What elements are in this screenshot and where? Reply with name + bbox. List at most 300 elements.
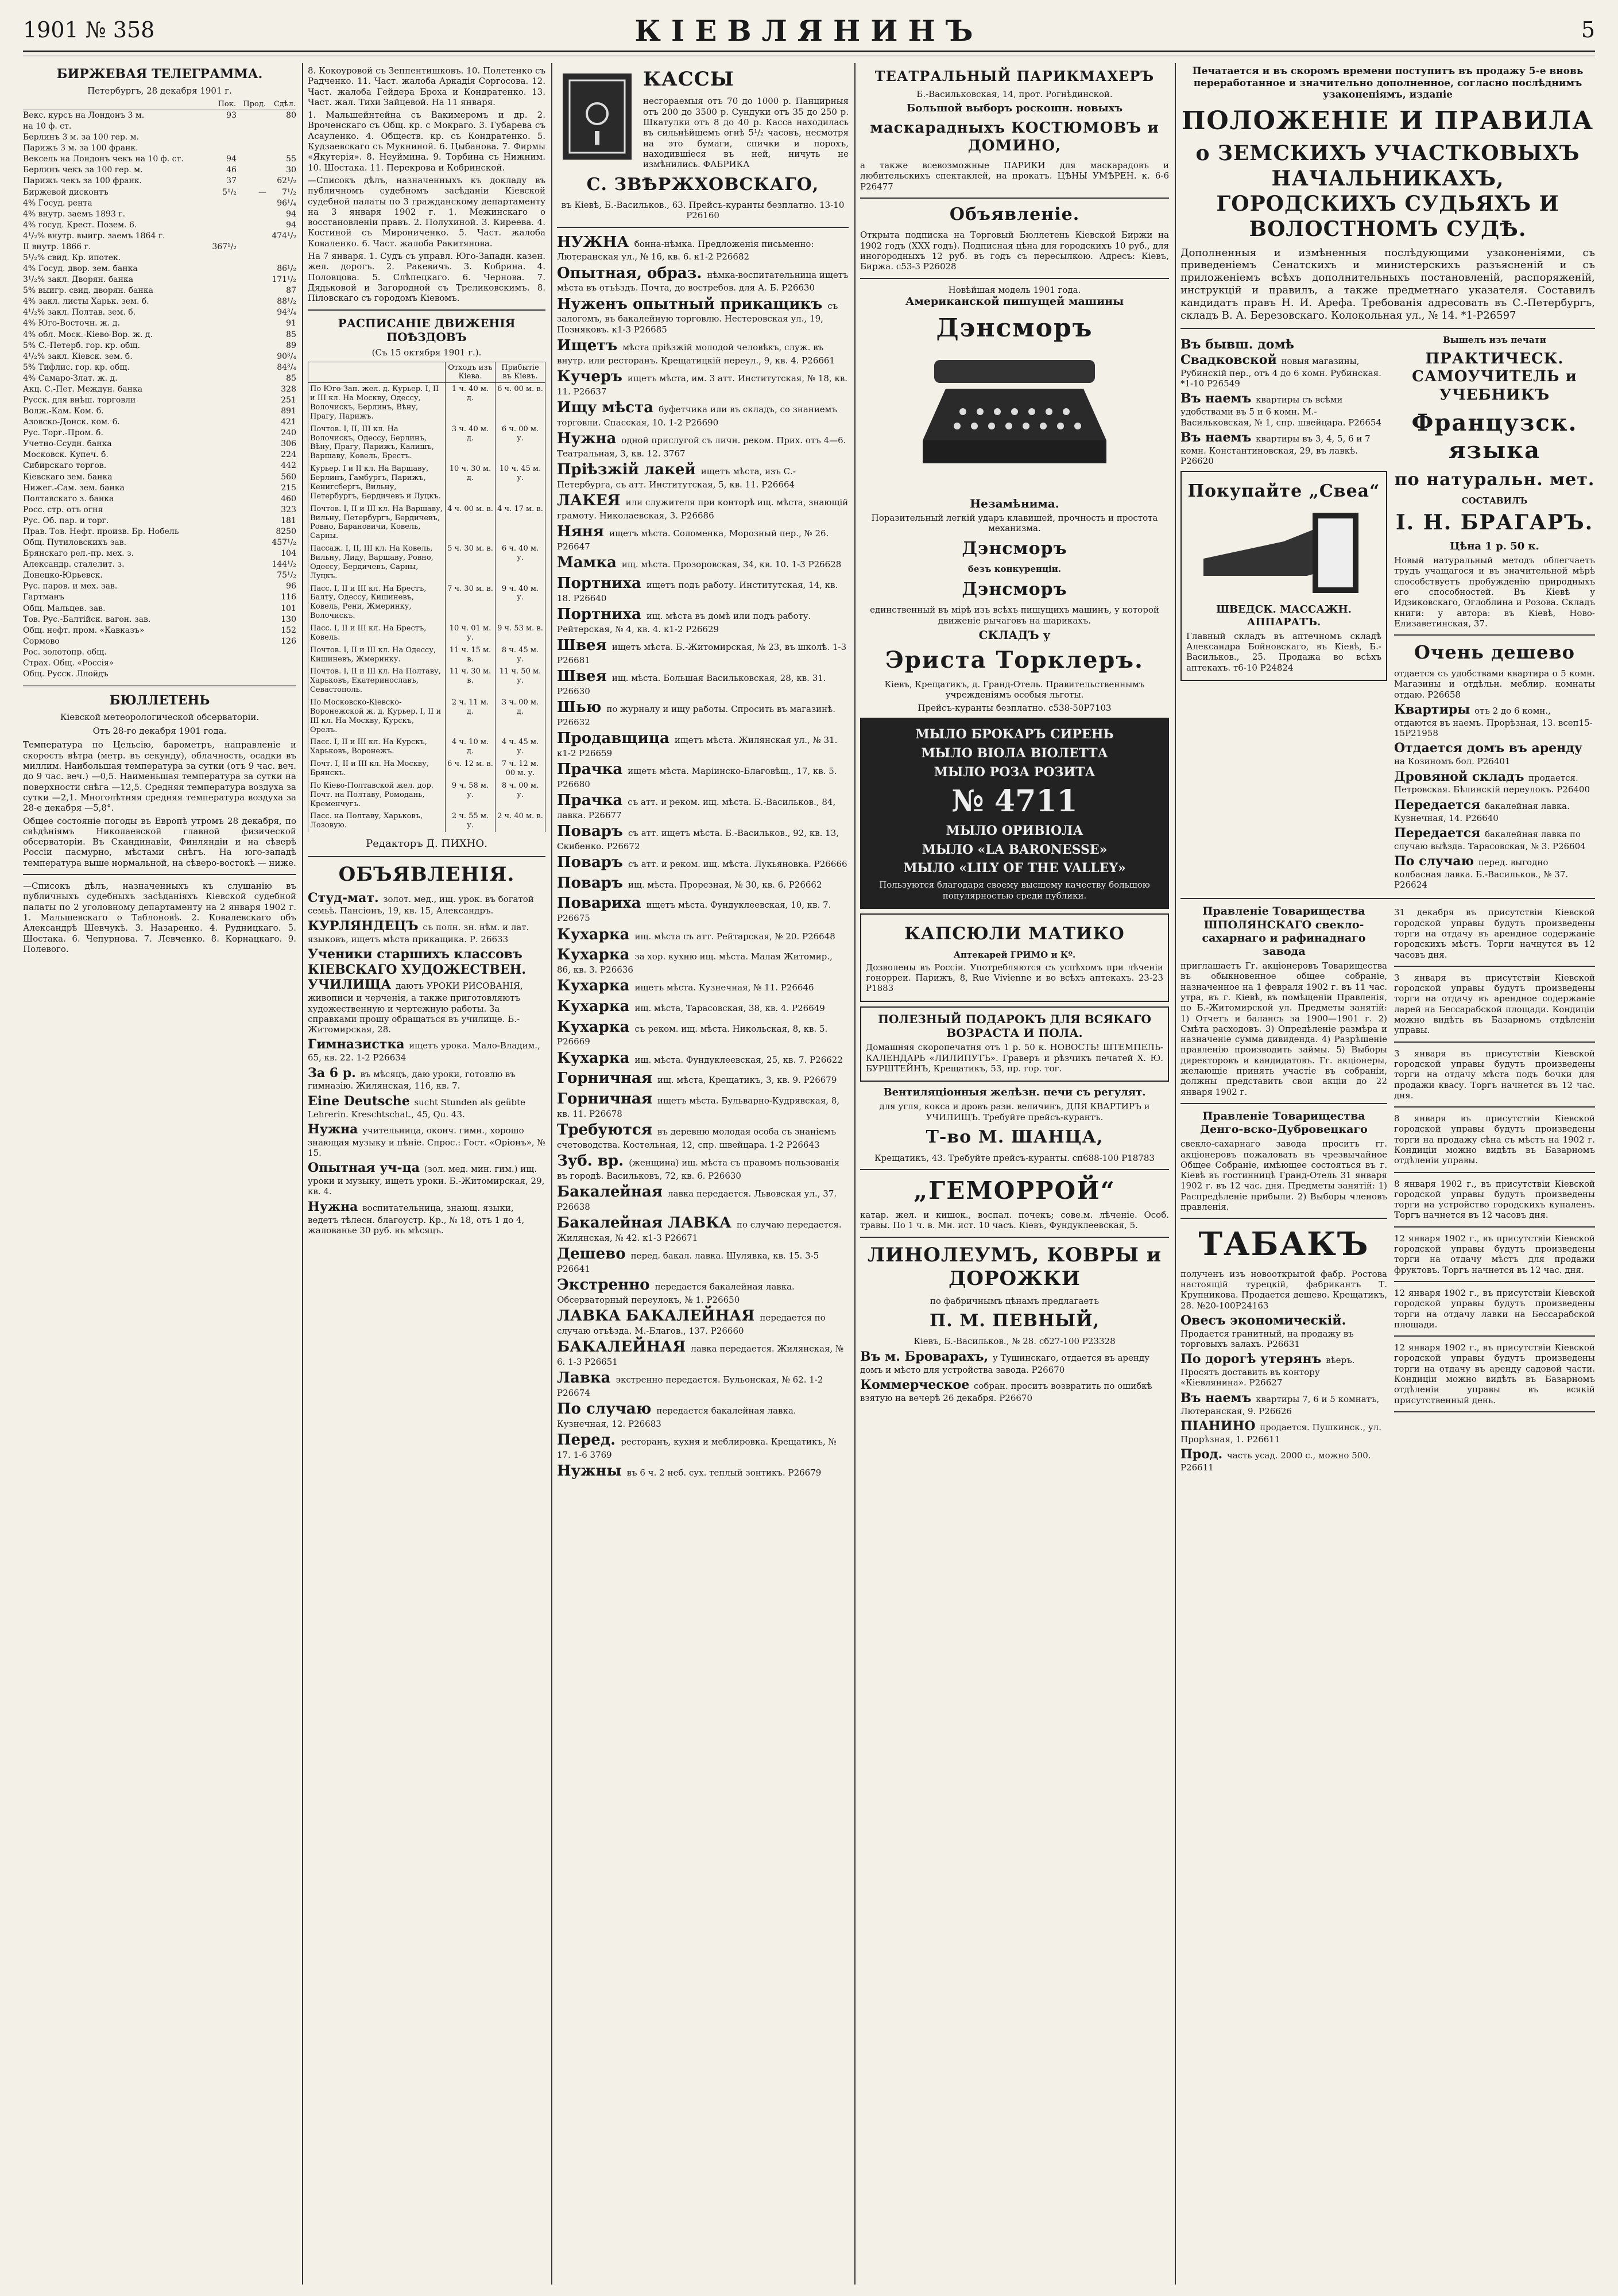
rate-value	[237, 330, 266, 340]
rate-value	[207, 428, 237, 439]
rate-value: 88¹/₂	[277, 297, 296, 307]
depot-title: СКЛАДЪ у	[978, 628, 1051, 642]
rate-value	[237, 559, 266, 570]
classified-ad	[1180, 1447, 1387, 1473]
rate-value	[207, 505, 237, 516]
rate-label: 5% Тифлис. гор. кр. общ.	[23, 362, 130, 372]
rate-value: 101	[281, 603, 296, 613]
divider	[557, 227, 849, 228]
rate-value: 251	[281, 396, 296, 405]
ad-heading: Прод.	[1180, 1446, 1227, 1462]
rate-label: Рос. золотопр. общ.	[23, 647, 107, 657]
ad-heading: Поваръ	[557, 874, 628, 892]
rate-value: 94	[226, 154, 237, 164]
classified-ad	[557, 1070, 849, 1088]
rate-value	[207, 669, 237, 680]
book-text: Дополненныя и измѣненныя послѣдующими узаконенiями, съ приведенiемъ Сенатскихъ и министерскихъ разъясненiй и съ приложенiемъ всѣхъ дополнительныхъ постановленiй, распоряженiй, инструкцiй и правилъ, а также предметнаго указателя. Составилъ кандидатъ правъ Н. И. Арефа. Требованiя адресовать въ С.-Петербургъ, складъ В. А. Березовскаго. Колокольная ул., № 14. *1-Р26597	[1180, 246, 1595, 322]
rate-value	[237, 406, 266, 417]
table-row	[308, 696, 545, 736]
rate-label: Тов. Рус.-Балтiйск. вагон. зав.	[23, 614, 151, 624]
classified-ad	[308, 890, 545, 916]
capsules-text: Дозволены въ Россiи. Употребляются съ успѣхомъ при лѣченiи гонорреи. Парижъ, 8, Rue Vivienne и во всѣхъ аптекахъ. 23-23 Р1883	[866, 962, 1163, 994]
rate-value	[207, 406, 237, 417]
rate-value: 240	[281, 428, 296, 438]
classified-ad	[308, 947, 545, 1035]
classified-ad	[557, 1019, 849, 1047]
classified-ad	[557, 1183, 849, 1212]
cheap-text: отдается съ удобствами квартира о 5 комн. Магазины и отдѣльн. меблир. комнаты отдаю. Р26658	[1394, 668, 1595, 700]
ad-body: золот. мед., ищ. урок. въ богатой семьѣ. Пансiонъ, 19, кв. 15, Александръ.	[308, 893, 534, 916]
rate-value: 891	[281, 406, 296, 416]
ad-heading: ЛАКЕЯ	[557, 492, 626, 510]
auction-notice: 3 января въ присутствiи Кiевской городской управы будутъ произведены торги на отдачу въ арендное содержанiе ларей на Бессарабской площади. Кондицiи можно видѣть въ Базарномъ отдѣленiи управы.	[1394, 972, 1595, 1036]
schedule-header	[308, 362, 446, 383]
classified-ad	[1394, 769, 1595, 795]
divider	[1394, 1041, 1595, 1043]
rate-value	[237, 231, 266, 242]
rate-value	[207, 417, 237, 428]
rate-value	[237, 307, 266, 318]
auction-notice: 3 января въ присутствiи Кiевской городской управы будутъ произведены торги на отдачу мѣста подъ бочки для продажи квасу. Торгъ начнется въ 12 час. дня.	[1394, 1048, 1595, 1101]
ad-body: ищетъ мѣста. Кузнечная, № 11. Р26646	[634, 982, 814, 993]
soap-ad	[860, 718, 1169, 909]
rate-value	[207, 296, 237, 307]
rate-value	[207, 483, 237, 494]
divider	[308, 856, 545, 857]
auction-notice: 31 декабря въ присутствiи Кiевской городской управы будутъ произведены торги на отдачу въ арендное содержанiе городскихъ мѣстъ. Торги начнутся въ 12 часовъ дня.	[1394, 907, 1595, 960]
divider	[1394, 966, 1595, 967]
rate-value	[237, 570, 266, 581]
rate-value	[207, 132, 237, 143]
table-row	[23, 483, 296, 494]
rate-value	[237, 154, 266, 165]
rate-value: 55	[286, 154, 296, 164]
ad-heading: Горничная	[557, 1090, 657, 1108]
rate-label: 3¹/₂% закл. Дворян. банка	[23, 275, 134, 285]
rate-label: Волж.-Кам. Ком. б.	[23, 406, 104, 416]
ad-body: за хор. кухню ищ. мѣста. Малая Житомир., 86, кв. 3. Р26636	[557, 951, 833, 975]
ad-body: отъ 2 до 6 комн., отдаются въ наемъ. Прорѣзная, 13. всеп15-15Р21958	[1394, 706, 1593, 739]
table-row	[23, 340, 296, 351]
classified-ad	[557, 1400, 849, 1429]
train-time: 6 ч. 00 м. в.	[496, 383, 545, 423]
rate-value: 130	[281, 614, 296, 624]
ad-heading: По дорогѣ утерянъ	[1180, 1352, 1326, 1367]
classified-ad	[557, 1307, 849, 1336]
ad-heading: Нужна	[308, 1121, 363, 1137]
table-row	[23, 198, 296, 209]
ad-body: ищетъ урока. Мало-Владим., 65, кв. 22. 1-2 Р26634	[308, 1040, 540, 1063]
typewriter-top: Новѣйшая модель 1901 года.	[948, 284, 1081, 295]
svea-title: Покупайте „Свеа“	[1187, 481, 1380, 502]
rate-value: 80	[286, 110, 296, 120]
rate-value	[266, 242, 296, 253]
table-row	[23, 395, 296, 406]
rate-label: II внутр. 1866 г.	[23, 242, 91, 251]
train-route: Пассаж. I, II, III кл. На Ковель, Вильну, Лиду, Варшаву, Ровно, Одессу, Бердичевъ, Сарны, Луцкъ.	[308, 543, 446, 582]
column-5	[1180, 63, 1595, 2285]
rates-header: Пок.	[207, 99, 237, 110]
ad-heading: Нужна	[308, 1199, 363, 1214]
typewriter-title: Американской пишущей машины	[905, 295, 1124, 308]
ad-heading: Передается	[1394, 797, 1485, 812]
book2-title: ПРАКТИЧЕСК. САМОУЧИТЕЛЬ и УЧЕБНИКЪ	[1412, 350, 1577, 404]
table-row	[23, 165, 296, 176]
ad-heading: Поваръ	[557, 854, 628, 872]
classified-ad	[557, 399, 849, 428]
announcements-title: ОБЪЯВЛЕНІЯ.	[338, 863, 515, 886]
ad-body: съ атт. ищетъ мѣста. Б.-Васильков., 92, кв. 13, Скибенко. Р26672	[557, 828, 839, 851]
rate-value	[237, 110, 266, 121]
svea-ad	[1180, 471, 1387, 681]
rate-label: 4¹/₂% закл. Полтав. зем. б.	[23, 308, 136, 318]
rates-header: Сдѣл.	[266, 99, 296, 110]
ad-heading: Лавка	[557, 1369, 616, 1387]
rate-value	[207, 647, 237, 658]
rate-value	[207, 121, 237, 132]
typewriter-caption: Незамѣнима.	[970, 496, 1059, 510]
table-row	[23, 516, 296, 526]
table-row	[23, 450, 296, 460]
ad-heading: Бакалейная	[557, 1183, 668, 1201]
rate-value	[237, 483, 266, 494]
train-time: 7 ч. 12 м. 00 м. у.	[496, 758, 545, 780]
train-time: 4 ч. 17 м. в.	[496, 503, 545, 543]
rate-label: Страх. Общ. «Россiя»	[23, 658, 114, 668]
rate-value: 91	[286, 319, 296, 328]
rate-value	[237, 603, 266, 614]
classified-ad	[557, 668, 849, 696]
rate-label: 5% С.-Петерб. гор. кр. общ.	[23, 340, 140, 350]
table-row	[23, 187, 296, 198]
rate-label: 4¹/₂% закл. Кiевск. зем. б.	[23, 351, 133, 361]
ad-body: квартиры съ всѣми удобствами въ 5 и 6 комн. М.-Васильковская, № 1, спр. швейцара. Р26654	[1180, 394, 1381, 428]
rate-value: 85	[286, 330, 296, 339]
gift-ad	[860, 1006, 1169, 1082]
rate-label: Гартманъ	[23, 593, 64, 602]
table-row	[23, 274, 296, 285]
ad-body: мѣста прiѣзжiй молодой человѣкъ, служ. въ внутр. или ресторанъ. Крещатицкiй переул., 9, кв. 4. Р26661	[557, 342, 835, 366]
classified-ad	[860, 1377, 1169, 1403]
table-row	[23, 318, 296, 329]
train-time: 6 ч. 12 м. в.	[446, 758, 496, 780]
table-row	[23, 264, 296, 274]
stove-text: для угля, кокса и дровъ разн. величинъ, ДЛЯ КВАРТИРЪ и УЧИЛИЩЪ. Требуйте прейсъ-курантъ.	[879, 1101, 1150, 1122]
rate-value	[207, 570, 237, 581]
rate-label: 4% Госуд. рента	[23, 198, 92, 208]
classified-ad	[1180, 1352, 1387, 1388]
classified-ad	[557, 926, 849, 944]
rate-value	[207, 274, 237, 285]
safes-ad	[557, 68, 849, 221]
classified-ad	[557, 1214, 849, 1243]
typewriter-text-2: единственный въ мiрѣ изъ всѣхъ пишущихъ машинъ, у которой движенiе рычаговъ на шарикахъ.	[870, 605, 1159, 626]
classified-ad	[1394, 741, 1595, 766]
table-row	[23, 505, 296, 516]
ad-heading: Студ-мат.	[308, 890, 384, 905]
issue-number: 1901 № 358	[23, 17, 155, 42]
rate-label: Общ. нефт. пром. «Кавказъ»	[23, 625, 145, 635]
classified-ad	[308, 919, 545, 944]
book-title: ПОЛОЖЕНIЕ И ПРАВИЛА	[1181, 106, 1594, 136]
rate-value: 94	[286, 209, 296, 219]
classified-ad	[557, 946, 849, 975]
table-row	[23, 559, 296, 570]
ad-body: по журналу и ищу работы. Спросить въ магазинѣ. Р26632	[557, 703, 835, 727]
schedule-title: РАСПИСАНІЕ ДВИЖЕНІЯ ПОѢЗДОВЪ	[338, 316, 516, 344]
table-row	[23, 285, 296, 296]
book-notice: Печатается и въ скоромъ времени поступитъ въ продажу 5-е вновь переработанное и значительно дополненное, согласно послѣднимъ узаконенiямъ, изданiе	[1192, 65, 1584, 101]
train-time: 8 ч. 45 м. у.	[496, 644, 545, 666]
table-row	[23, 154, 296, 165]
svea-depot: Главный складъ въ аптечномъ складѣ Александра Бойновскаго, въ Кiевѣ, Б.-Васильков., 25. Продажа во всѣхъ аптекахъ. т6-10 Р24824	[1186, 630, 1381, 673]
ad-body: съ атт. и реком. ищ. мѣста. Лукьяновка. Р26666	[628, 859, 847, 870]
rate-value	[237, 209, 266, 220]
col5-split-block	[1180, 335, 1595, 892]
ad-body: лавка передается. Жилянская, № 6. 1-3 Р26651	[557, 1343, 844, 1367]
auction-notice: 8 января въ присутствiи Кiевской городской управы будутъ произведены торги на продажу сѣна съ мѣстъ на 1902 г. Кондицiи можно видѣть въ Базарномъ отдѣленiи управы.	[1394, 1113, 1595, 1166]
linoleum-title: ЛИНОЛЕУМЪ, КОВРЫ и ДОРОЖКИ	[867, 1243, 1162, 1291]
court-text-4: На 7 января. 1. Судъ съ управл. Юго-Западн. казен. жел. дорогъ. 2. Ракевичъ. 3. Кобрина. 4. Половцова. 5. Слѣпецкаго. 6. Чернова. 7. Дядьковой и Загородной съ Треликовскимъ. 8. Пiловскаго съ городомъ Кiевомъ.	[308, 251, 545, 304]
classified-ad	[860, 1349, 1169, 1375]
ad-heading: Требуются	[557, 1121, 657, 1139]
rate-value	[207, 231, 237, 242]
book2-method: по натуральн. мет.	[1394, 470, 1595, 490]
table-row	[308, 383, 545, 423]
book2-author: I. Н. БРАГАРЪ.	[1395, 510, 1594, 535]
rate-value: 75¹/₂	[277, 571, 296, 580]
book2-text: Новый натуральный методъ облегчаетъ трудъ учащагося и въ значительной мѣрѣ способствуетъ пробужденiю природныхъ его способностей. Въ Кiевѣ у Идзиковскаго, Оглоблина и Розова. Складъ книги: у автора: въ Кiевѣ, Ново-Елизаветинская, 37.	[1394, 555, 1595, 629]
rate-value: 460	[281, 494, 296, 504]
ad-body: передается бакалейная лавка. Кузнечная, 12. Р26683	[557, 1406, 796, 1429]
divider	[1394, 634, 1595, 636]
bulletin-date: Отъ 28-го декабря 1901 года.	[92, 726, 227, 737]
classified-ad	[557, 1121, 849, 1150]
table-row	[308, 463, 545, 502]
classified-ad	[308, 1199, 545, 1236]
ad-heading: Прачка	[557, 792, 628, 810]
ad-heading: Зуб. вр.	[557, 1152, 629, 1170]
train-time: 4 ч. 00 м. в.	[446, 503, 496, 543]
rate-value	[207, 614, 237, 625]
train-time: 11 ч. 50 м. у.	[496, 665, 545, 696]
ad-body: продается. Пушкинск., ул. Прорѣзная, 1. Р26611	[1180, 1422, 1381, 1445]
train-route: Почтов. I, II, III кл. На Волочискъ, Одессу, Берлинъ, Вѣну, Прагу, Парижъ, Калишъ, Варшаву, Ковель, Брестъ.	[308, 423, 446, 463]
ad-body: нѣмка-воспитательница ищетъ мѣста въ отъѣздъ. Почта, до востребов. для А. Б. Р26630	[557, 269, 849, 293]
rate-label: Вексель на Лондонъ чекъ на 10 ф. ст.	[23, 154, 184, 164]
linoleum-address: Кiевъ, Б.-Васильков., № 28. сб27-100 Р23328	[913, 1336, 1116, 1347]
train-time: 1 ч. 40 м. д.	[446, 383, 496, 423]
ad-body: ищ. мѣста, Тарасовская, 38, кв. 4. Р26649	[634, 1002, 825, 1013]
table-row	[23, 570, 296, 581]
safes-address: въ Кiевѣ, Б.-Васильков., 63. Прейсъ-куранты безплатно. 13-10 Р26160	[561, 200, 845, 221]
rate-label: 4% Госуд. двор. зем. банка	[23, 264, 138, 274]
table-row	[23, 647, 296, 658]
classified-ad	[557, 730, 849, 758]
typewriter-text: Поразительный легкiй ударъ клавишей, прочность и простота механизма.	[871, 513, 1158, 534]
table-row	[23, 614, 296, 625]
ad-body: ресторанъ, кухня и меблировка. Крещатикъ, № 17. 1-6 3769	[557, 1437, 837, 1461]
train-time: 11 ч. 30 м. в.	[446, 665, 496, 696]
capsules-title: КАПСЮЛИ МАТИКО	[904, 923, 1125, 944]
rate-value	[207, 537, 237, 548]
rate-value	[237, 636, 266, 647]
soap-line: № 4711	[951, 784, 1078, 819]
rate-value	[237, 625, 266, 636]
rate-label: Рус. Торг.-Пром. б.	[23, 428, 103, 438]
rate-value: 96¹/₄	[277, 198, 296, 208]
classified-ad	[1180, 337, 1387, 389]
classified-ad	[1180, 1419, 1387, 1445]
ad-heading: По случаю	[1394, 853, 1478, 869]
rate-label: Берлинъ 3 м. за 100 гер. м.	[23, 133, 140, 142]
cheap-title: Очень дешево	[1414, 641, 1575, 664]
rate-value: 421	[281, 417, 296, 427]
classified-ad	[557, 1462, 849, 1481]
train-route: Почт. I, II и III кл. На Москву, Брянскъ.	[308, 758, 446, 780]
rate-label: Общ. Русск. Ллойдъ	[23, 669, 109, 679]
ad-heading: Квартиры	[1394, 702, 1474, 718]
train-time: 2 ч. 11 м. д.	[446, 696, 496, 736]
rate-label: 4% Самаро-Злат. ж. д.	[23, 373, 118, 383]
divider	[1394, 1106, 1595, 1108]
train-time: 9 ч. 53 м. в.	[496, 622, 545, 644]
ad-heading: Кухарка	[557, 997, 635, 1015]
table-row	[308, 543, 545, 582]
tobacco-title: ТАБАКЪ	[1198, 1225, 1369, 1264]
table-row	[23, 592, 296, 603]
table-row	[23, 636, 296, 647]
rate-value: 8250	[276, 526, 296, 536]
classified-ad	[1180, 1313, 1387, 1349]
table-row	[23, 209, 296, 220]
rate-value	[237, 384, 266, 395]
divider	[1394, 1281, 1595, 1282]
rate-value	[237, 669, 266, 680]
rate-label: Полтавскаго з. банка	[23, 494, 114, 504]
hairdresser-items: маскарадныхъ КОСТЮМОВЪ и ДОМИНО,	[870, 119, 1159, 155]
rate-label: Сибирскаго торгов.	[23, 461, 107, 471]
classified-ad	[308, 1037, 545, 1063]
rate-value	[237, 340, 266, 351]
tobacco-text: полученъ изъ новооткрытой фабр. Ростова настоящiй турецкiй, фабрикантъ Т. Крупникова. Продается дешево. Крещатикъ, 28. №20-100Р24163	[1180, 1268, 1387, 1311]
rate-value	[237, 460, 266, 471]
exchange-rates-table	[23, 99, 296, 680]
rate-value: 90³/₄	[277, 351, 296, 361]
ad-body: на Козиномъ бол. Р26401	[1394, 756, 1511, 767]
classified-ad	[557, 337, 849, 366]
train-schedule-table	[308, 362, 545, 833]
rate-value	[237, 121, 266, 132]
ad-body: перед. бакал. лавка. Шулявка, кв. 15. 3-5 Р26641	[557, 1250, 819, 1274]
ad-heading: Въ наемъ	[1180, 391, 1256, 406]
rate-value	[266, 647, 296, 658]
ad-heading: Кухарка	[557, 946, 635, 964]
rate-label: Александр. сталелит. з.	[23, 560, 125, 570]
rate-value	[207, 559, 237, 570]
table-row	[23, 362, 296, 373]
ad-body: воспитательница, знающ. языки, ведетъ тѣлесн. благоустр. Кр., № 18, отъ 1 до 4, жалованье 30 руб. въ мѣсяцъ.	[308, 1202, 525, 1236]
ad-heading: Кухарка	[557, 926, 635, 943]
ad-body: sucht Stunden als geübte Lehrerin. Kreschtschat., 45, Qu. 43.	[308, 1097, 526, 1120]
book2-top: Вышелъ изъ печати	[1443, 335, 1546, 346]
ad-body: ищетъ мѣста. Марiинско-Благовѣщ., 17, кв. 5. Р26680	[557, 766, 837, 789]
ad-heading: Опытная уч-ца	[308, 1160, 424, 1176]
column-divider	[302, 63, 303, 2285]
rate-value	[207, 198, 237, 209]
rate-value	[266, 669, 296, 680]
ad-body: новыя магазины, Рубинскiй пер., отъ 4 до 6 комн. Рубинская. *1-10 Р26549	[1180, 356, 1381, 389]
classified-ad	[557, 761, 849, 789]
bulletin-title: БЮЛЛЕТЕНЬ	[109, 693, 210, 708]
divider	[1180, 328, 1595, 329]
classified-ad	[557, 523, 849, 552]
auction-notice: 12 января 1902 г., въ присутствiи Кiевской городской управы будутъ произведены торги на отдачу лавки на Бессарабской площади.	[1394, 1287, 1595, 1330]
ad-body: бакалейная лавка. Кузнечная, 14. Р26640	[1394, 800, 1570, 823]
train-time: 4 ч. 45 м. у.	[496, 736, 545, 758]
divider	[23, 686, 296, 687]
ad-heading: За 6 р.	[308, 1065, 361, 1081]
rate-value: 5¹/₂	[222, 187, 237, 197]
train-route: Курьер. I и II кл. На Варшаву, Берлинъ, Гамбургъ, Парижъ, Кенигсбергъ, Вильну, Петербургъ, Бердичевъ и Луцкъ.	[308, 463, 446, 502]
rate-value	[237, 395, 266, 406]
rate-value	[207, 548, 237, 559]
rate-value: 442	[281, 461, 296, 471]
court-text-2: 1. Мальшейнтейна съ Вакимеромъ и др. 2. Вроченскаго съ Общ. кр. с Мокраго. 3. Губарева съ Асауленко. 4. Обществ. кр. съ Кондратенко. 5. Кудзаевскаго съ Мукниной. 6. Цыбанова. 7. Фирмы «Якутерія». 8. Неуймина. 9. Торбина съ Нижним. 10. Шостака. 11. Перекрова и Кобринской.	[308, 110, 545, 173]
rate-value	[266, 253, 296, 264]
table-row	[308, 665, 545, 696]
ad-heading: Швея	[557, 667, 612, 685]
schedule-header: Отходъ изъ Кiева.	[446, 362, 496, 383]
rate-value: 37	[226, 176, 237, 186]
rate-value	[207, 384, 237, 395]
ad-heading: Нужна	[557, 430, 622, 448]
book-title-2: о ЗЕМСКИХЪ УЧАСТКОВЫХЪ НАЧАЛЬНИКАХЪ, ГОРОДСКИХЪ СУДЬЯХЪ И ВОЛОСТНОМЪ СУДѢ.	[1195, 141, 1580, 241]
rate-value: 62¹/₂	[277, 176, 296, 186]
ad-body: съ атт. и реком. ищ. мѣста. Б.-Васильков., 84, лавка. Р26677	[557, 797, 836, 820]
table-row	[23, 494, 296, 505]
rate-label: 5¹/₂% свид. Кр. ипотек.	[23, 253, 121, 262]
table-row	[23, 253, 296, 264]
classified-ad	[557, 1245, 849, 1274]
ad-body: или служителя при конторѣ ищ. мѣста, знающiй грамоту. Николаевская, 3. Р26686	[557, 497, 849, 521]
rate-value	[207, 330, 237, 340]
classified-ad	[557, 606, 849, 634]
classified-ad	[557, 461, 849, 490]
hairdresser-text: а также всевозможные ПАРИКИ для маскарадовъ и любительскихъ спектаклей, на прокатъ. ЦѢНЫ УМѢРЕН. к. 6-6 Р26477	[860, 160, 1169, 192]
table-row	[23, 110, 296, 121]
ad-heading: БАКАЛЕЙНАЯ	[557, 1338, 691, 1356]
rate-value: 457¹/₂	[272, 538, 296, 548]
ad-heading: Нуженъ опытный прикащикъ	[557, 295, 828, 313]
rate-value: 30	[286, 165, 296, 175]
ad-heading: Прiѣзжiй лакей	[557, 461, 701, 479]
col5-right	[1394, 335, 1595, 892]
rate-value: 89	[286, 340, 296, 350]
rate-label: Донецко-Юрьевск.	[23, 571, 103, 580]
dengo-text: свекло-сахарнаго завода проситъ гг. акцiонеровъ пожаловать въ чрезвычайное Общее Собранiе, имѣющее состояться въ г. Кiевѣ въ гостинницѣ Гранд-Отель 31 января 1902 г. въ 12 час. дня. Предметы занятiй: 1) Распредѣленiе прибыли. 2) Выборы членовъ правленiя.	[1180, 1139, 1387, 1213]
ad-body: ищ. мѣста съ атт. Рейтарская, № 20. Р26648	[634, 931, 835, 942]
rate-label: Акц. С.-Пет. Междун. банка	[23, 384, 143, 394]
train-route: Почтов. I, II и III кл. На Одессу, Кишиневъ, Жмеринку.	[308, 644, 446, 666]
ad-heading: Кухарка	[557, 977, 635, 995]
train-time: 11 ч. 15 м. в.	[446, 644, 496, 666]
ad-heading: Коммерческое	[860, 1377, 974, 1392]
rate-value: 152	[281, 625, 296, 635]
train-route: По Московско-Кiевско-Воронежской ж. д. Курьер. I, II и III кл. На Москву, Курскъ, Орелъ.	[308, 696, 446, 736]
classified-ad	[557, 1152, 849, 1181]
rate-value	[207, 603, 237, 614]
